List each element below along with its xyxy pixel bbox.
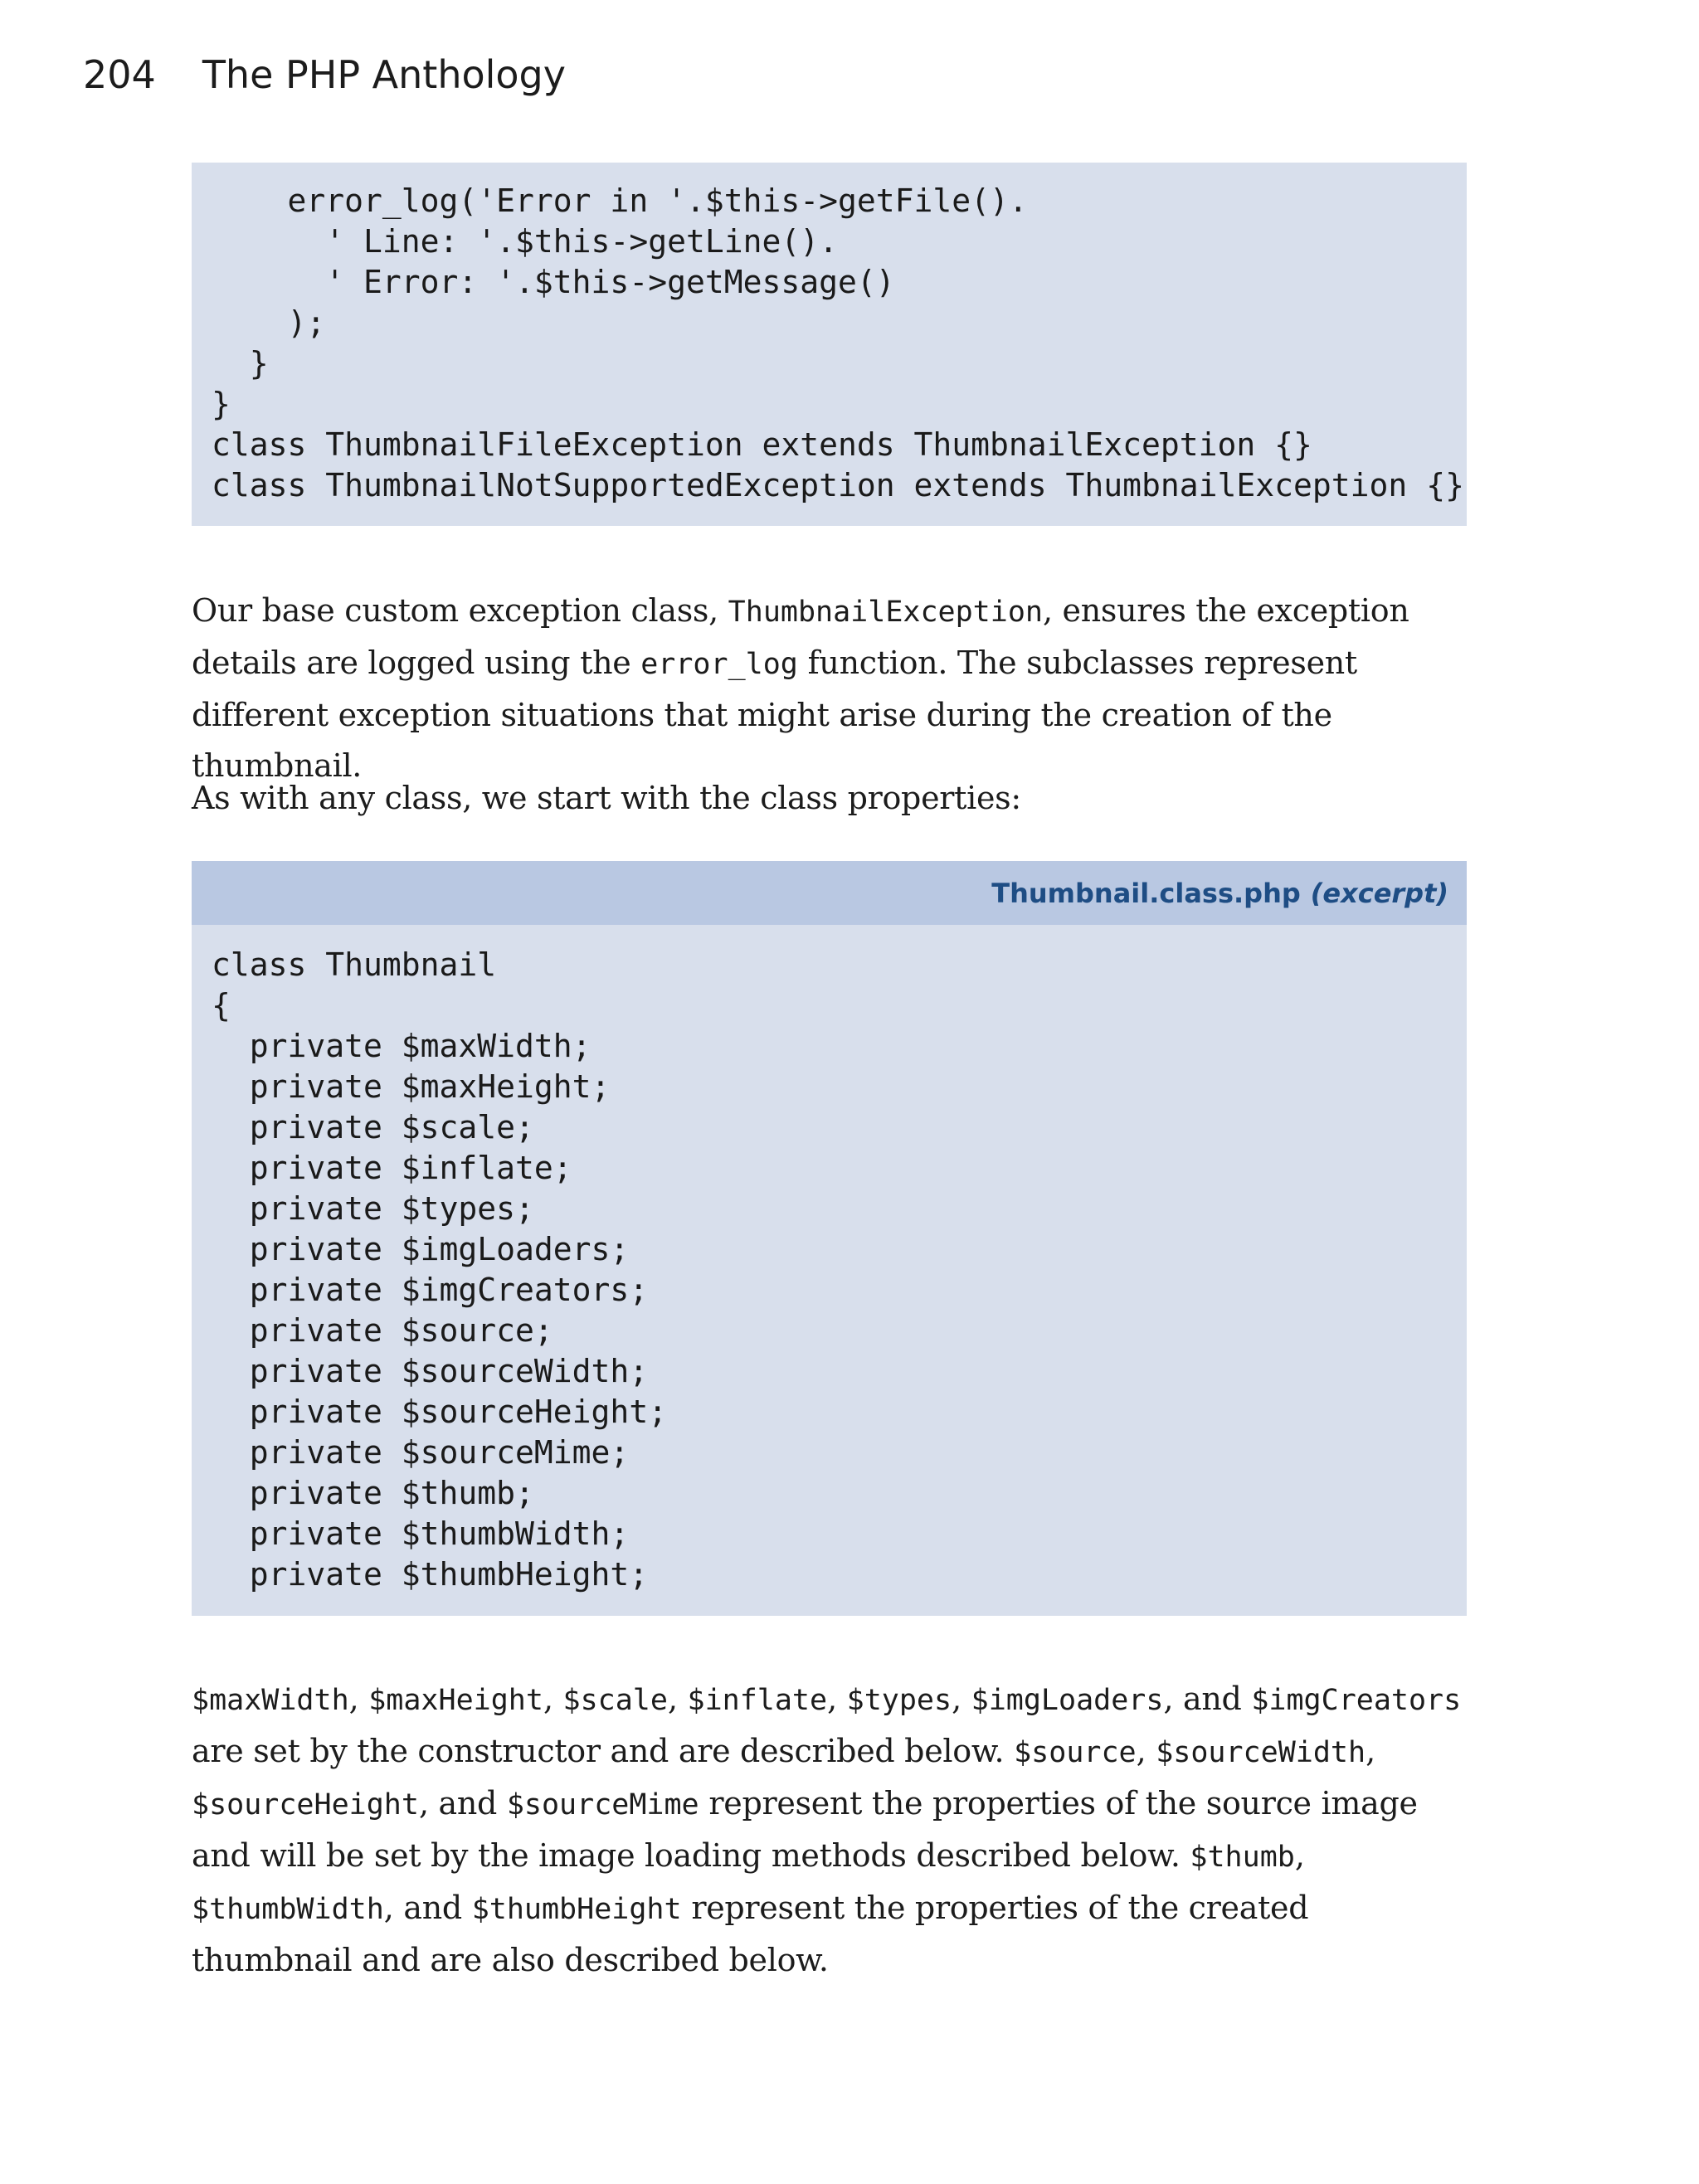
text-run: function. The subclasses represent different exception situations that might arise during the creation of the thumbnail. [192,644,1357,784]
code-line: class ThumbnailFileException extends ThumbnailException {} [212,426,1312,463]
code-line: class Thumbnail [212,946,497,983]
code-line: error_log('Error in '.$this->getFile(). [212,182,1028,219]
text-run: , [1366,1733,1375,1769]
inline-code: $sourceHeight [192,1788,419,1822]
code-line: private $sourceMime; [212,1434,630,1471]
code-block-exception-classes [192,163,1467,526]
text-run: , [1294,1837,1305,1874]
code-line: private $thumb; [212,1475,534,1511]
paragraph-text: As with any class, we start with the class properties: [192,780,1021,816]
inline-code: $imgLoaders [971,1684,1164,1717]
text-run: , and [418,1785,507,1822]
text-run: , [952,1681,971,1717]
inline-code: $maxHeight [368,1684,543,1717]
code-line: private $sourceHeight; [212,1394,668,1430]
code-line: } [212,386,231,422]
code-line: class ThumbnailNotSupportedException extends ThumbnailException {} [212,467,1464,503]
code-line: ); [212,304,326,341]
code-line: { [212,987,231,1024]
paragraph-class-properties-intro [192,773,1467,824]
inline-code: $maxWidth [192,1684,349,1717]
running-head [83,50,566,100]
page-number: 204 [83,52,156,97]
inline-code: ThumbnailException [728,596,1043,629]
code-filename: Thumbnail.class.php [991,877,1301,909]
paragraph-text [192,586,1467,791]
inline-code: $sourceWidth [1156,1736,1366,1769]
text-run: are set by the constructor and are described below. [192,1733,1015,1769]
code-line: private $maxWidth; [212,1028,591,1064]
code-line: private $sourceWidth; [212,1353,649,1389]
text-run: , [1136,1733,1156,1769]
code-line: ' Line: '.$this->getLine(). [212,223,838,260]
code-title-bar [192,861,1467,925]
text-run: , [543,1681,563,1717]
paragraph-exception-description [192,586,1467,791]
text-run: represent the properties of the source image and will be set by the image loading methods described below. [192,1785,1418,1874]
paragraph-text [192,1674,1467,1986]
inline-code: $source [1014,1736,1137,1769]
inline-code: $sourceMime [506,1788,699,1822]
text-run: , [667,1681,688,1717]
code-line: } [212,345,269,382]
inline-code: $inflate [687,1684,828,1717]
inline-code: $thumbWidth [192,1893,384,1926]
book-title: The PHP Anthology [202,52,566,97]
text-run: , [827,1681,847,1717]
text-run: , ensures the exception details are logged using the [192,592,1409,681]
inline-code: error_log [640,648,798,681]
code-line: private $inflate; [212,1150,572,1186]
text-run: , [348,1681,369,1717]
code-line: private $source; [212,1312,553,1349]
code-line: private $thumbHeight; [212,1556,649,1593]
code-line: ' Error: '.$this->getMessage() [212,264,895,300]
text-run: , and [1163,1681,1252,1717]
code-line: private $imgLoaders; [212,1231,630,1267]
text-run: , and [383,1890,472,1926]
code-line: private $thumbWidth; [212,1515,630,1552]
inline-code: $thumb [1190,1841,1295,1874]
inline-code: $imgCreators [1251,1684,1462,1717]
inline-code: $thumbHeight [471,1893,682,1926]
code-line: private $scale; [212,1109,534,1146]
text-run: represent the properties of the created thumbnail and are also described below. [192,1890,1309,1978]
inline-code: $types [846,1684,952,1717]
code-line: private $types; [212,1190,534,1227]
text-run: Our base custom exception class, [192,592,728,629]
code-line: private $maxHeight; [212,1068,611,1105]
code-excerpt-label: (excerpt) [1310,877,1448,909]
code-lines [192,925,1467,1595]
code-block-thumbnail-properties [192,861,1467,1616]
code-line: private $imgCreators; [212,1272,649,1308]
paragraph-property-descriptions [192,1674,1467,1986]
inline-code: $scale [562,1684,668,1717]
